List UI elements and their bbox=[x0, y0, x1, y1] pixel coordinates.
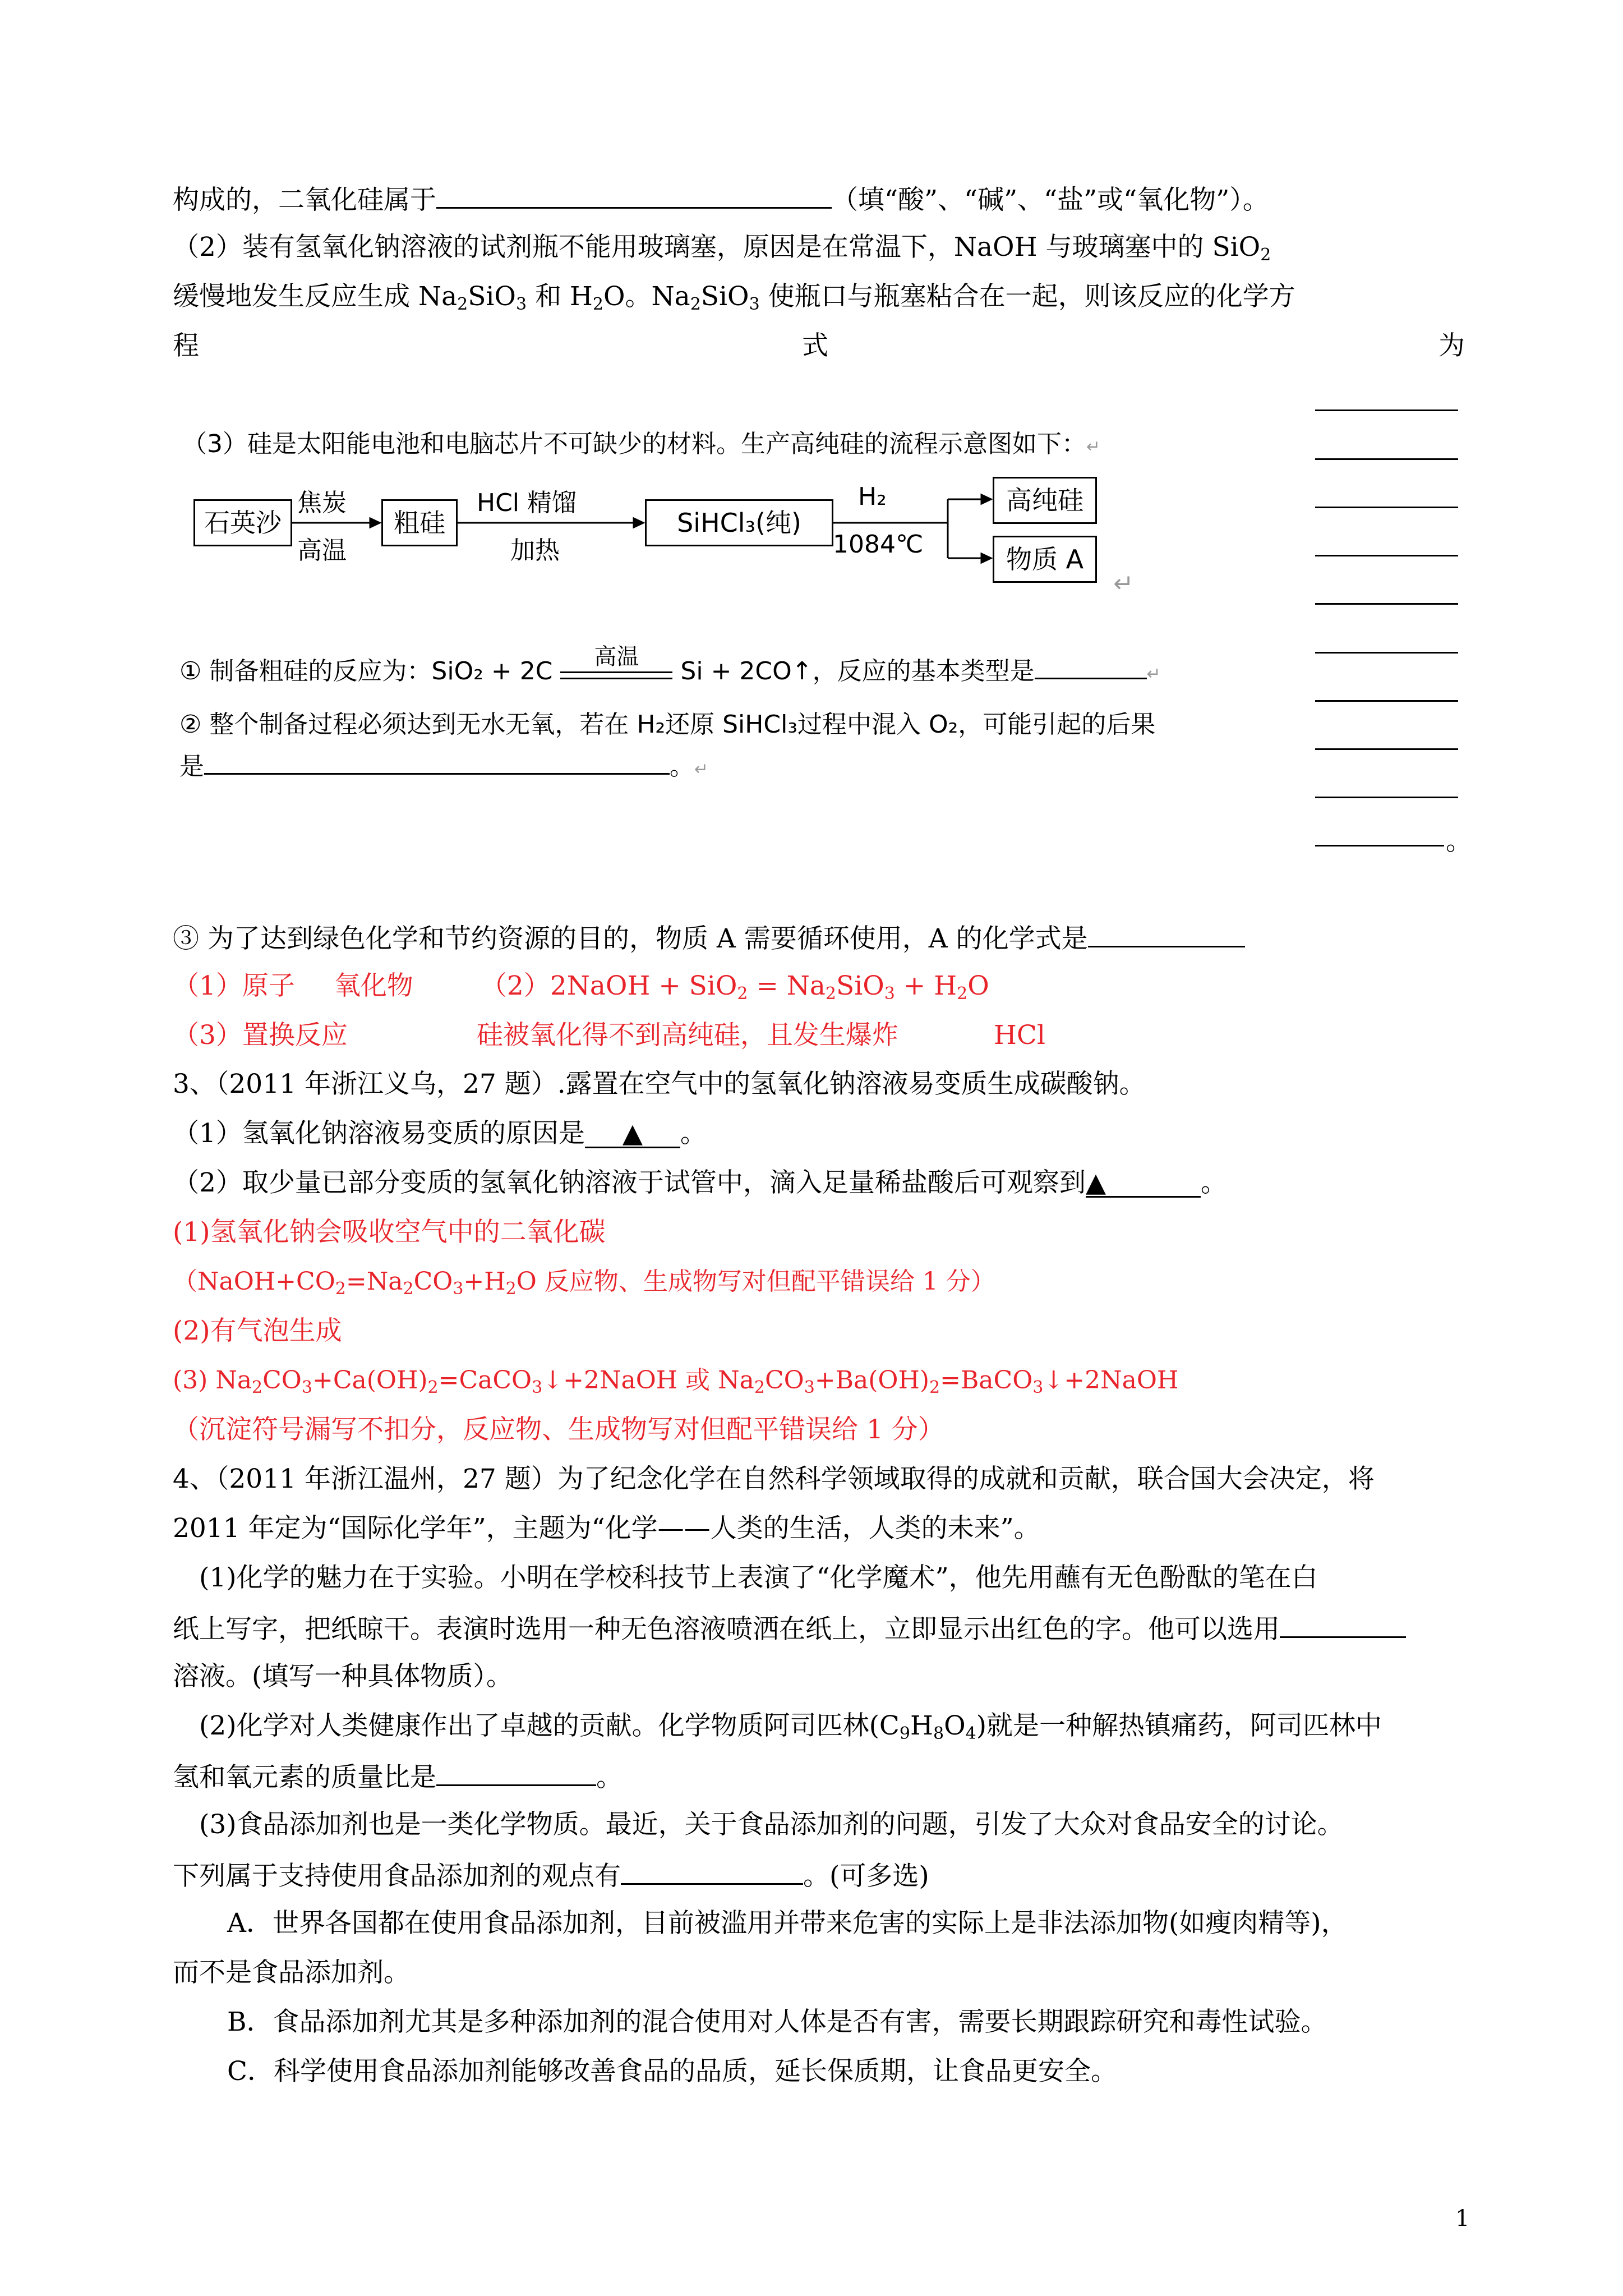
answer-line[interactable] bbox=[1315, 603, 1458, 605]
q3-answer-1b: （$NaOH+CO_2=Na_2CO_3+H_2O$ 反应物、生成物写对但配平错误给 1 分） bbox=[173, 1267, 995, 1299]
arrow-1-head bbox=[370, 518, 380, 527]
equals-sign bbox=[560, 671, 672, 679]
answer-line[interactable] bbox=[1315, 507, 1458, 508]
q3-answer-1: (1)氢氧化钠会吸收空气中的二氧化碳 bbox=[173, 1217, 606, 1248]
q4-part1-a: (1)化学的魅力在于实验。小明在学校科技节上表演了“化学魔术”，他先用蘸有无色酚酞的笔在白 bbox=[199, 1562, 1318, 1593]
arrow-3-upper-head bbox=[981, 495, 991, 504]
q2-text-b: （填“酸”、“碱”、“盐”或“氧化物”）。 bbox=[832, 185, 1269, 215]
answer-blank[interactable] bbox=[436, 1759, 596, 1786]
arrow3-bottom-label: 1084℃ bbox=[833, 530, 924, 559]
q2-line-1 bbox=[173, 181, 1269, 217]
arrow1-bottom-label: 高温 bbox=[297, 536, 347, 565]
q2-line-4-right: 为 bbox=[1438, 330, 1465, 361]
arrow-3-lower-head bbox=[981, 554, 991, 563]
reaction-2b: 是 。↵ bbox=[179, 746, 708, 782]
reaction-1: ① 制备粗硅的反应为：SiO₂ + 2C 高温 Si + 2CO↑，反应的基本类型是 ↵ bbox=[179, 651, 1161, 687]
q4-part1-c: 溶液。(填写一种具体物质）。 bbox=[173, 1661, 513, 1692]
arrow2-top-label: HCl 精馏 bbox=[477, 489, 577, 517]
answer-line-1: （1）原子 氧化物 （2）2NaOH + $SiO_2 = Na_2SiO_3 + H_2O$ bbox=[173, 970, 989, 1004]
box-sihcl3: SiHCl₃(纯) bbox=[645, 499, 833, 546]
box-substance-a: 物质 A bbox=[993, 536, 1097, 583]
answer-line-2: （3）置换反应 硅被氧化得不到高纯硅，且发生爆炸 HCl bbox=[173, 1020, 1045, 1051]
q2-line-4-mid: 式 bbox=[802, 330, 828, 361]
answer-blank[interactable] bbox=[1280, 1611, 1406, 1638]
q4-part1-b: 纸上写字，把纸晾干。表演时选用一种无色溶液喷洒在纸上，立即显示出红色的字。他可以选用 bbox=[173, 1611, 1406, 1646]
return-mark: ↵ bbox=[1113, 569, 1134, 598]
condition-high-temp: 高温 bbox=[594, 644, 639, 670]
box-high-purity-silicon: 高纯硅 bbox=[993, 477, 1097, 524]
answer-line[interactable] bbox=[1315, 797, 1458, 798]
reaction-2: ② 整个制备过程必须达到无水无氧，若在 H₂还原 SiHCl₃过程中混入 O₂，可能引起的后果 bbox=[179, 710, 1156, 739]
q2-part3: ③ 为了达到绿色化学和节约资源的目的，物质 A 需要循环使用，A 的化学式是 bbox=[173, 920, 1245, 956]
answer-blank[interactable] bbox=[1035, 655, 1147, 679]
answer-line[interactable] bbox=[1315, 409, 1458, 411]
q4-option-b: B．食品添加剂尤其是多种添加剂的混合使用对人体是否有害，需要长期跟踪研究和毒性试验。 bbox=[227, 2007, 1327, 2037]
arrow1-top-label: 焦炭 bbox=[297, 489, 347, 517]
q4-part3-b: 下列属于支持使用食品添加剂的观点有 。(可多选) bbox=[173, 1857, 929, 1893]
q4-part2-b: 氢和氧元素的质量比是 。 bbox=[173, 1759, 623, 1795]
end-period: 。 bbox=[1446, 826, 1472, 857]
q3-answer-3: (3) $Na_2CO_3+Ca(OH)_2=CaCO_3↓+2NaOH$ 或 $Na_2CO_3+Ba(OH)_2=BaCO_3↓+2NaOH$ bbox=[173, 1366, 1179, 1397]
answer-line[interactable] bbox=[1315, 555, 1458, 556]
answer-blank[interactable] bbox=[1088, 920, 1245, 947]
answer-line[interactable] bbox=[1315, 458, 1458, 460]
page-number: 1 bbox=[1455, 2206, 1470, 2231]
flowchart-figure bbox=[179, 415, 1161, 808]
box-crude-silicon: 粗硅 bbox=[381, 499, 458, 546]
q4-title: 4、（2011 年浙江温州，27 题）为了纪念化学在自然科学领域取得的成就和贡献，联合国大会决定，将 bbox=[173, 1464, 1375, 1494]
answer-line[interactable] bbox=[1315, 652, 1458, 654]
q4-part2-a: (2)化学对人类健康作出了卓越的贡献。化学物质阿司匹林$(C_9H_8O_4)$就是一种解热镇痛药，阿司匹林中 bbox=[199, 1710, 1382, 1743]
answer-blank[interactable] bbox=[621, 1857, 803, 1885]
q2-line-4-left: 程 bbox=[173, 330, 199, 361]
answer-blank[interactable]: ▲ bbox=[585, 1121, 680, 1148]
q2-line-3: 缓慢地发生反应生成 $Na_2SiO_3$ 和 $H_2O$。$Na_2SiO_3$ 使瓶口与瓶塞粘合在一起，则该反应的化学方 bbox=[173, 281, 1295, 314]
q4-option-c: C．科学使用食品添加剂能够改善食品的品质，延长保质期，让食品更安全。 bbox=[227, 2056, 1117, 2087]
q4-title-2: 2011 年定为“国际化学年”，主题为“化学——人类的生活，人类的未来”。 bbox=[173, 1513, 1040, 1544]
answer-blank[interactable] bbox=[204, 751, 670, 775]
q4-option-a-1: A．世界各国都在使用食品添加剂，目前被滥用并带来危害的实际上是非法添加物(如瘦肉精等)， bbox=[227, 1908, 1348, 1939]
q2-line-2: （2）装有氢氧化钠溶液的试剂瓶不能用玻璃塞，原因是在常温下，NaOH 与玻璃塞中的 SiO$_2$ bbox=[173, 232, 1271, 265]
q2-text-a: 构成的，二氧化硅属于 bbox=[173, 185, 436, 215]
q3-title: 3、（2011 年浙江义乌，27 题）.露置在空气中的氢氧化钠溶液易变质生成碳酸钠。 bbox=[173, 1069, 1146, 1099]
arrow2-bottom-label: 加热 bbox=[510, 536, 560, 565]
box-quartz-sand: 石英沙 bbox=[193, 499, 292, 546]
figure-intro: （3）硅是太阳能电池和电脑芯片不可缺少的材料。生产高纯硅的流程示意图如下：↵ bbox=[182, 430, 1101, 458]
answer-blank[interactable]: ▲ bbox=[1086, 1170, 1201, 1198]
arrow3-top-label: H₂ bbox=[858, 482, 887, 511]
q4-part3-a: (3)食品添加剂也是一类化学物质。最近，关于食品添加剂的问题，引发了大众对食品安全的讨论。 bbox=[199, 1809, 1344, 1840]
answer-line[interactable] bbox=[1315, 700, 1458, 702]
q3-answer-2: (2)有气泡生成 bbox=[173, 1315, 342, 1346]
q3-part2: （2）取少量已部分变质的氢氧化钠溶液于试管中，滴入足量稀盐酸后可观察到▲ 。 bbox=[173, 1167, 1227, 1198]
answer-blank[interactable] bbox=[436, 181, 832, 209]
answer-line[interactable] bbox=[1315, 845, 1444, 846]
q3-part1: （1）氢氧化钠溶液易变质的原因是 ▲ 。 bbox=[173, 1118, 707, 1149]
q4-option-a-2: 而不是食品添加剂。 bbox=[173, 1957, 410, 1988]
answer-line[interactable] bbox=[1315, 748, 1458, 750]
flowchart-arrows bbox=[179, 415, 1144, 583]
arrow-2-head bbox=[634, 518, 643, 527]
q3-answer-4: （沉淀符号漏写不扣分，反应物、生成物写对但配平错误给 1 分） bbox=[173, 1414, 944, 1445]
